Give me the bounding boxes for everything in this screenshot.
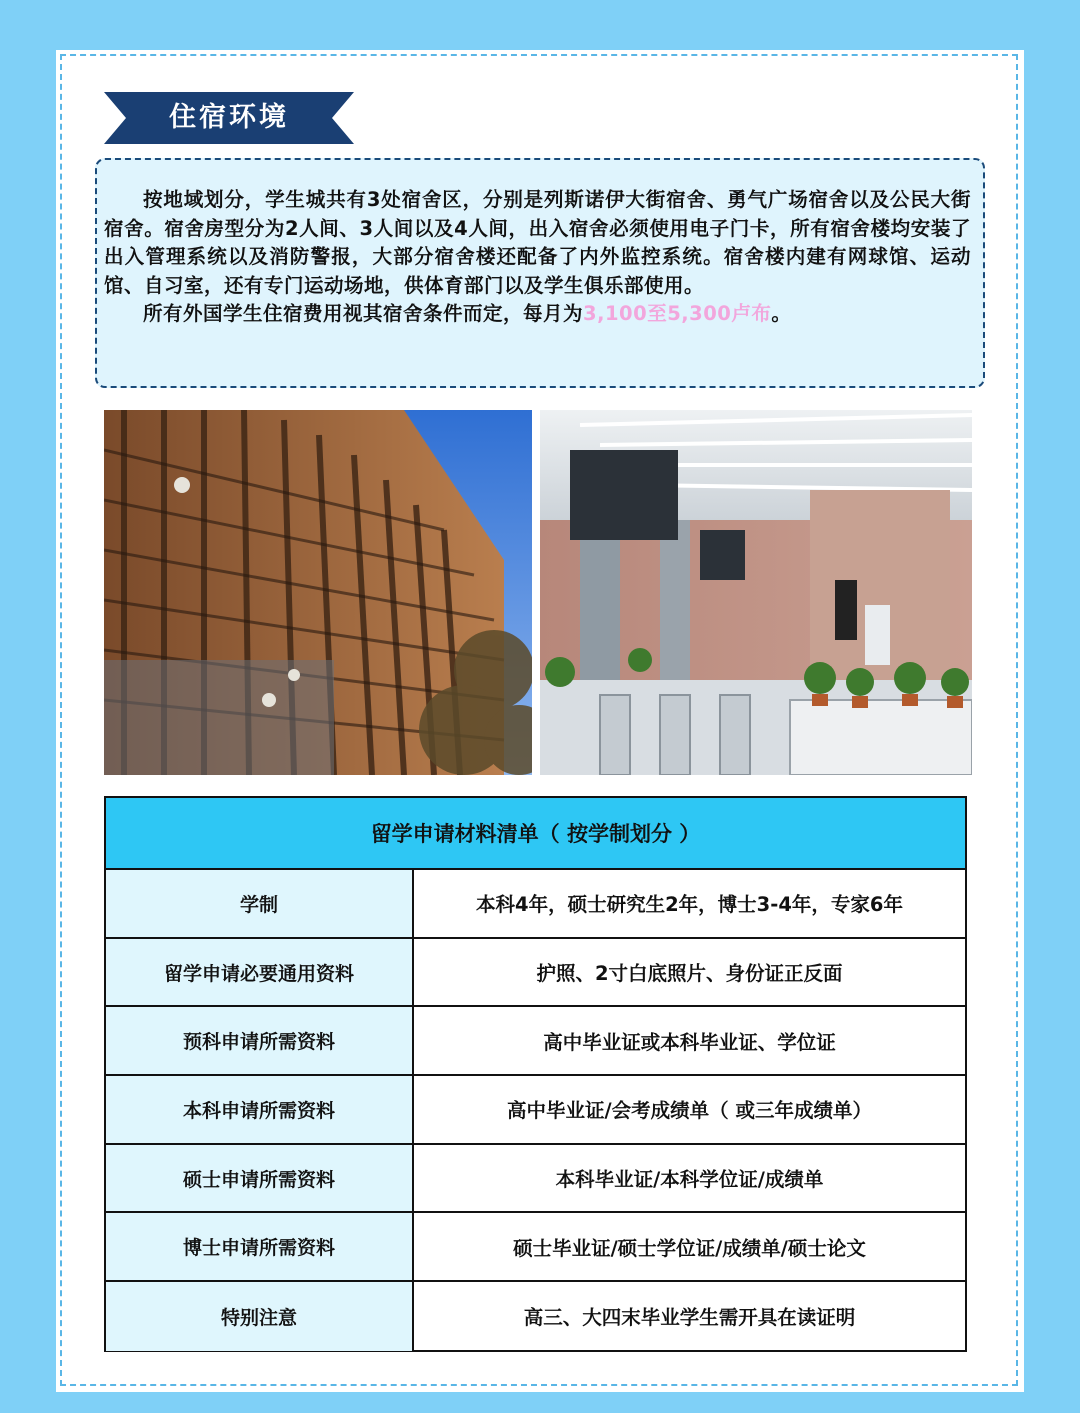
dormitory-building-image bbox=[104, 410, 532, 775]
row-label: 预科申请所需资料 bbox=[106, 1007, 414, 1074]
price-highlight: 3,100至5,300卢布 bbox=[583, 302, 772, 325]
intro-paragraph-2 bbox=[104, 300, 971, 329]
row-label: 学制 bbox=[106, 870, 414, 937]
row-value: 本科4年，硕士研究生2年，博士3-4年，专家6年 bbox=[476, 893, 903, 917]
row-label: 本科申请所需资料 bbox=[106, 1076, 414, 1143]
table-row bbox=[106, 1007, 965, 1076]
section-banner bbox=[104, 92, 354, 144]
row-value: 高中毕业证或本科毕业证、学位证 bbox=[543, 1030, 836, 1054]
intro-textbox bbox=[95, 158, 985, 388]
row-label: 特别注意 bbox=[106, 1282, 414, 1351]
application-materials-table bbox=[104, 796, 967, 1352]
table-row bbox=[106, 870, 965, 939]
table-row bbox=[106, 1076, 965, 1145]
section-title: 住宿环境 bbox=[169, 102, 289, 133]
table-row bbox=[106, 1213, 965, 1282]
intro-paragraph-2-suffix: 。 bbox=[771, 302, 792, 325]
row-label: 留学申请必要通用资料 bbox=[106, 939, 414, 1006]
row-value: 高三、大四末毕业学生需开具在读证明 bbox=[523, 1306, 856, 1330]
intro-paragraph-2-prefix: 所有外国学生住宿费用视其宿舍条件而定，每月为 bbox=[143, 302, 584, 325]
dormitory-lobby-image bbox=[540, 410, 972, 775]
table-row bbox=[106, 1145, 965, 1214]
row-label: 硕士申请所需资料 bbox=[106, 1145, 414, 1212]
table-row bbox=[106, 939, 965, 1008]
table-title: 留学申请材料清单（ 按学制划分 ） bbox=[106, 798, 965, 870]
row-value: 本科毕业证/本科学位证/成绩单 bbox=[555, 1168, 824, 1192]
row-value: 高中毕业证/会考成绩单（ 或三年成绩单） bbox=[507, 1099, 872, 1123]
row-value: 硕士毕业证/硕士学位证/成绩单/硕士论文 bbox=[513, 1236, 866, 1260]
row-value: 护照、2寸白底照片、身份证正反面 bbox=[536, 962, 843, 986]
dormitory-building-photo bbox=[104, 410, 532, 775]
dormitory-lobby-photo bbox=[540, 410, 972, 775]
intro-paragraph-1: 按地域划分，学生城共有3处宿舍区，分别是列斯诺伊大街宿舍、勇气广场宿舍以及公民大街宿舍。宿舍房型分为2人间、3人间以及4人间，出入宿舍必须使用电子门卡，所有宿舍楼均安装了出入管理系统以及消防警报，大部分宿舍楼还配备了内外监控系统。宿舍楼内建有网球馆、运动馆、自习室，还有专门运动场地，供体育部门以及学生俱乐部使用。 bbox=[104, 188, 971, 297]
row-label: 博士申请所需资料 bbox=[106, 1213, 414, 1280]
table-row bbox=[106, 1282, 965, 1351]
